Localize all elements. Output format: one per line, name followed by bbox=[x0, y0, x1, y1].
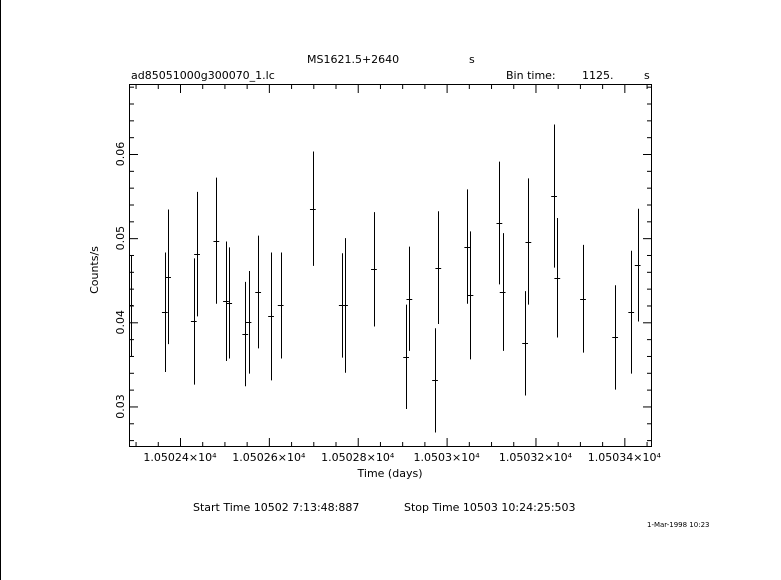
plot-frame bbox=[130, 85, 652, 447]
data-point bbox=[406, 247, 412, 351]
data-point bbox=[551, 125, 557, 268]
object-name: MS1621.5+2640 bbox=[307, 53, 400, 66]
y-tick-labels bbox=[114, 142, 127, 419]
lightcurve-filename: ad85051000g300070_1.lc bbox=[131, 69, 275, 82]
y-tick-label: 0.05 bbox=[114, 225, 127, 251]
x-tick-label: 1.05028×10⁴ bbox=[321, 451, 395, 464]
bin-time-label: Bin time: bbox=[506, 69, 556, 82]
data-point bbox=[435, 211, 441, 324]
data-point bbox=[246, 271, 252, 374]
y-axis-label: Counts/s bbox=[88, 246, 101, 294]
data-point bbox=[612, 285, 618, 389]
data-point bbox=[310, 151, 316, 265]
data-point bbox=[165, 210, 171, 345]
bin-time-unit: s bbox=[644, 69, 650, 82]
plot-date: 1-Mar-1998 10:23 bbox=[647, 521, 710, 529]
x-tick-label: 1.05034×10⁴ bbox=[587, 451, 661, 464]
x-tick-label: 1.05026×10⁴ bbox=[232, 451, 306, 464]
data-point bbox=[522, 291, 528, 395]
axis-ticks bbox=[130, 85, 651, 446]
data-point bbox=[162, 252, 168, 371]
data-point bbox=[223, 242, 229, 361]
x-tick-label: 1.05024×10⁴ bbox=[143, 451, 217, 464]
stop-time: Stop Time 10503 10:24:25:503 bbox=[404, 501, 576, 514]
x-axis-label: Time (days) bbox=[357, 467, 423, 480]
data-point bbox=[226, 247, 232, 358]
data-point bbox=[464, 189, 470, 303]
object-unit: s bbox=[469, 53, 475, 66]
data-points bbox=[130, 125, 641, 433]
x-tick-labels bbox=[143, 451, 661, 464]
data-point bbox=[242, 282, 248, 386]
data-point bbox=[432, 328, 438, 432]
data-point bbox=[191, 258, 197, 384]
data-point bbox=[500, 233, 506, 351]
data-point bbox=[496, 162, 502, 285]
data-point bbox=[268, 252, 274, 380]
data-point bbox=[213, 178, 219, 304]
data-point bbox=[130, 255, 133, 356]
y-tick-label: 0.03 bbox=[114, 394, 127, 419]
data-point bbox=[278, 252, 284, 358]
bin-time-value: 1125. bbox=[582, 69, 614, 82]
data-point bbox=[628, 251, 634, 374]
start-time: Start Time 10502 7:13:48:887 bbox=[193, 501, 360, 514]
data-point bbox=[255, 236, 261, 349]
x-tick-label: 1.05032×10⁴ bbox=[498, 451, 573, 464]
data-point bbox=[468, 231, 474, 359]
data-point bbox=[580, 245, 586, 353]
data-point bbox=[194, 192, 200, 317]
data-point bbox=[371, 212, 377, 326]
y-tick-label: 0.04 bbox=[114, 310, 127, 335]
data-point bbox=[635, 209, 641, 322]
data-point bbox=[403, 305, 409, 409]
data-point bbox=[554, 218, 560, 337]
y-tick-label: 0.06 bbox=[114, 141, 127, 167]
data-point bbox=[525, 178, 531, 304]
x-tick-label: 1.0503×10⁴ bbox=[413, 451, 480, 464]
